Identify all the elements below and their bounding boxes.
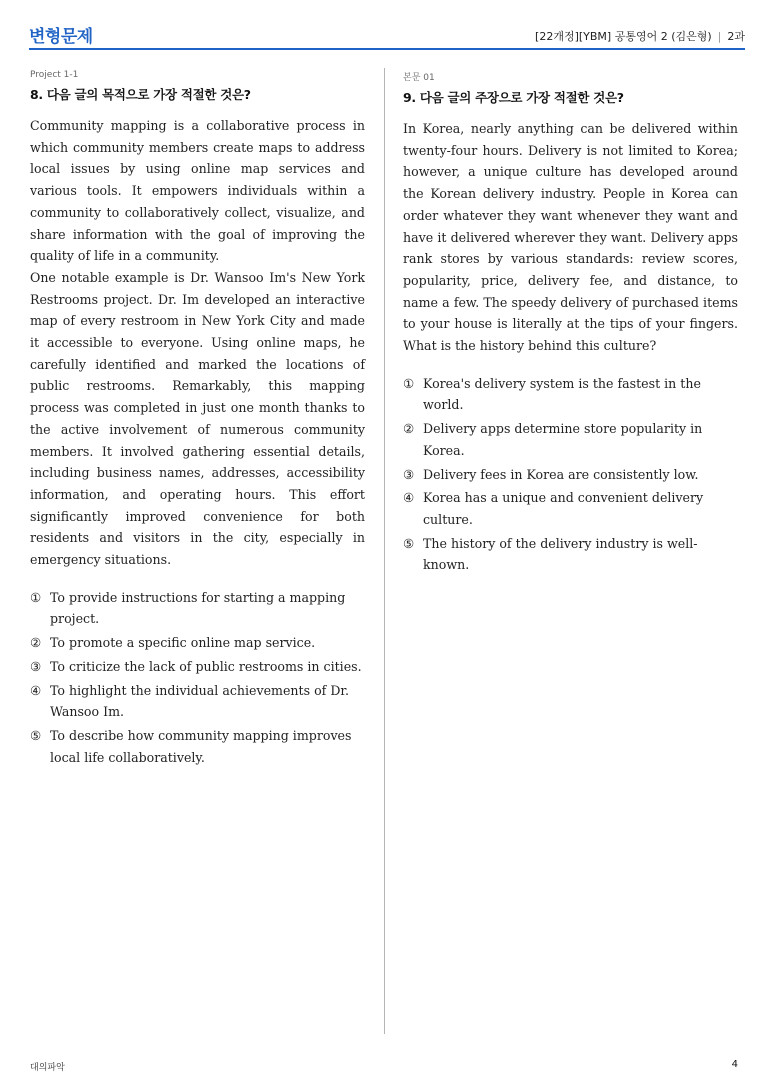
option-number: ④ bbox=[30, 682, 42, 698]
option-text: To describe how community mapping improves local life collaboratively. bbox=[50, 727, 352, 765]
option-number: ① bbox=[30, 589, 42, 605]
answer-option[interactable] bbox=[403, 373, 738, 416]
passage bbox=[403, 118, 738, 357]
option-number: ② bbox=[30, 635, 42, 651]
option-text: To promote a specific online map service. bbox=[50, 635, 316, 651]
option-text: To highlight the individual achievements of Dr. Wansoo Im. bbox=[50, 682, 350, 720]
option-number: ④ bbox=[403, 490, 415, 506]
answer-options bbox=[30, 587, 365, 769]
option-number: ① bbox=[403, 375, 415, 391]
question-9-column bbox=[403, 70, 738, 578]
option-text: Korea's delivery system is the fastest in the world. bbox=[423, 375, 701, 413]
answer-option[interactable] bbox=[403, 487, 738, 530]
option-text: Delivery fees in Korea are consistently low. bbox=[423, 466, 699, 482]
answer-options bbox=[403, 373, 738, 576]
option-text: The history of the delivery industry is well-known. bbox=[423, 535, 698, 573]
option-text: To provide instructions for starting a mapping project. bbox=[50, 589, 346, 627]
option-text: Korea has a unique and convenient delivery culture. bbox=[423, 490, 704, 527]
lesson-label: 2과 bbox=[727, 30, 745, 43]
answer-option[interactable] bbox=[30, 632, 365, 654]
answer-option[interactable] bbox=[30, 725, 365, 768]
question-source: Project 1-1 bbox=[30, 70, 79, 80]
question-source: 본문 01 bbox=[403, 73, 435, 83]
option-number: ③ bbox=[30, 658, 42, 674]
footer-category: 대의파악 bbox=[30, 1063, 65, 1073]
answer-option[interactable] bbox=[403, 533, 738, 576]
answer-option[interactable] bbox=[30, 656, 365, 678]
page-title: 변형문제 bbox=[29, 27, 93, 47]
course-name: [22개정][YBM] 공통영어 2 (김은형) bbox=[535, 30, 712, 43]
option-number: ② bbox=[403, 421, 415, 437]
passage bbox=[30, 115, 365, 571]
header-info bbox=[535, 28, 745, 44]
passage-paragraph: In Korea, nearly anything can be delivered within twenty-four hours. Delivery is not limited to Korea; however, a unique culture has developed around the Korean delivery industry. People in Korea can order whatever they want whenever they want and have it delivered wherever they want. Delivery apps rank stores by various standards: review scores, popularity, price, delivery fee, and distance, to name a few. The speedy delivery of purchased items to your house is literally at the tips of your fingers. What is the history behind this culture? bbox=[403, 121, 738, 354]
answer-option[interactable] bbox=[403, 418, 738, 461]
passage-paragraph: One notable example is Dr. Wansoo Im's New York Restrooms project. Dr. Im developed an interactive map of every restroom in New York City and made it accessible to everyone. Using online maps, he carefully identified and marked the locations of public restrooms. Remarkably, this mapping process was completed in just one month thanks to the active involvement of numerous community members. It involved gathering essential details, including business names, addresses, accessibility information, and operating hours. This effort significantly improved convenience for both residents and visitors in the city, especially in emergency situations. bbox=[30, 269, 365, 568]
question-title: 9. 다음 글의 주장으로 가장 적절한 것은? bbox=[403, 90, 624, 105]
option-number: ③ bbox=[403, 466, 415, 482]
header-separator: | bbox=[717, 30, 722, 43]
passage-paragraph: Community mapping is a collaborative process in which community members create maps to address local issues by using online map services and various tools. It empowers individuals within a community to collaboratively collect, visualize, and share information with the goal of improving the quality of life in a community. bbox=[30, 118, 365, 264]
option-text: To criticize the lack of public restrooms in cities. bbox=[50, 658, 362, 674]
answer-option[interactable] bbox=[30, 587, 365, 630]
question-title: 8. 다음 글의 목적으로 가장 적절한 것은? bbox=[30, 87, 251, 102]
column-divider bbox=[384, 68, 385, 1034]
page-number: 4 bbox=[731, 1059, 738, 1070]
question-8-column bbox=[30, 70, 365, 770]
answer-option[interactable] bbox=[403, 464, 738, 486]
option-text: Delivery apps determine store popularity in Korea. bbox=[423, 421, 703, 458]
option-number: ⑤ bbox=[30, 727, 42, 743]
option-number: ⑤ bbox=[403, 535, 415, 551]
page-header bbox=[29, 18, 745, 50]
answer-option[interactable] bbox=[30, 680, 365, 723]
